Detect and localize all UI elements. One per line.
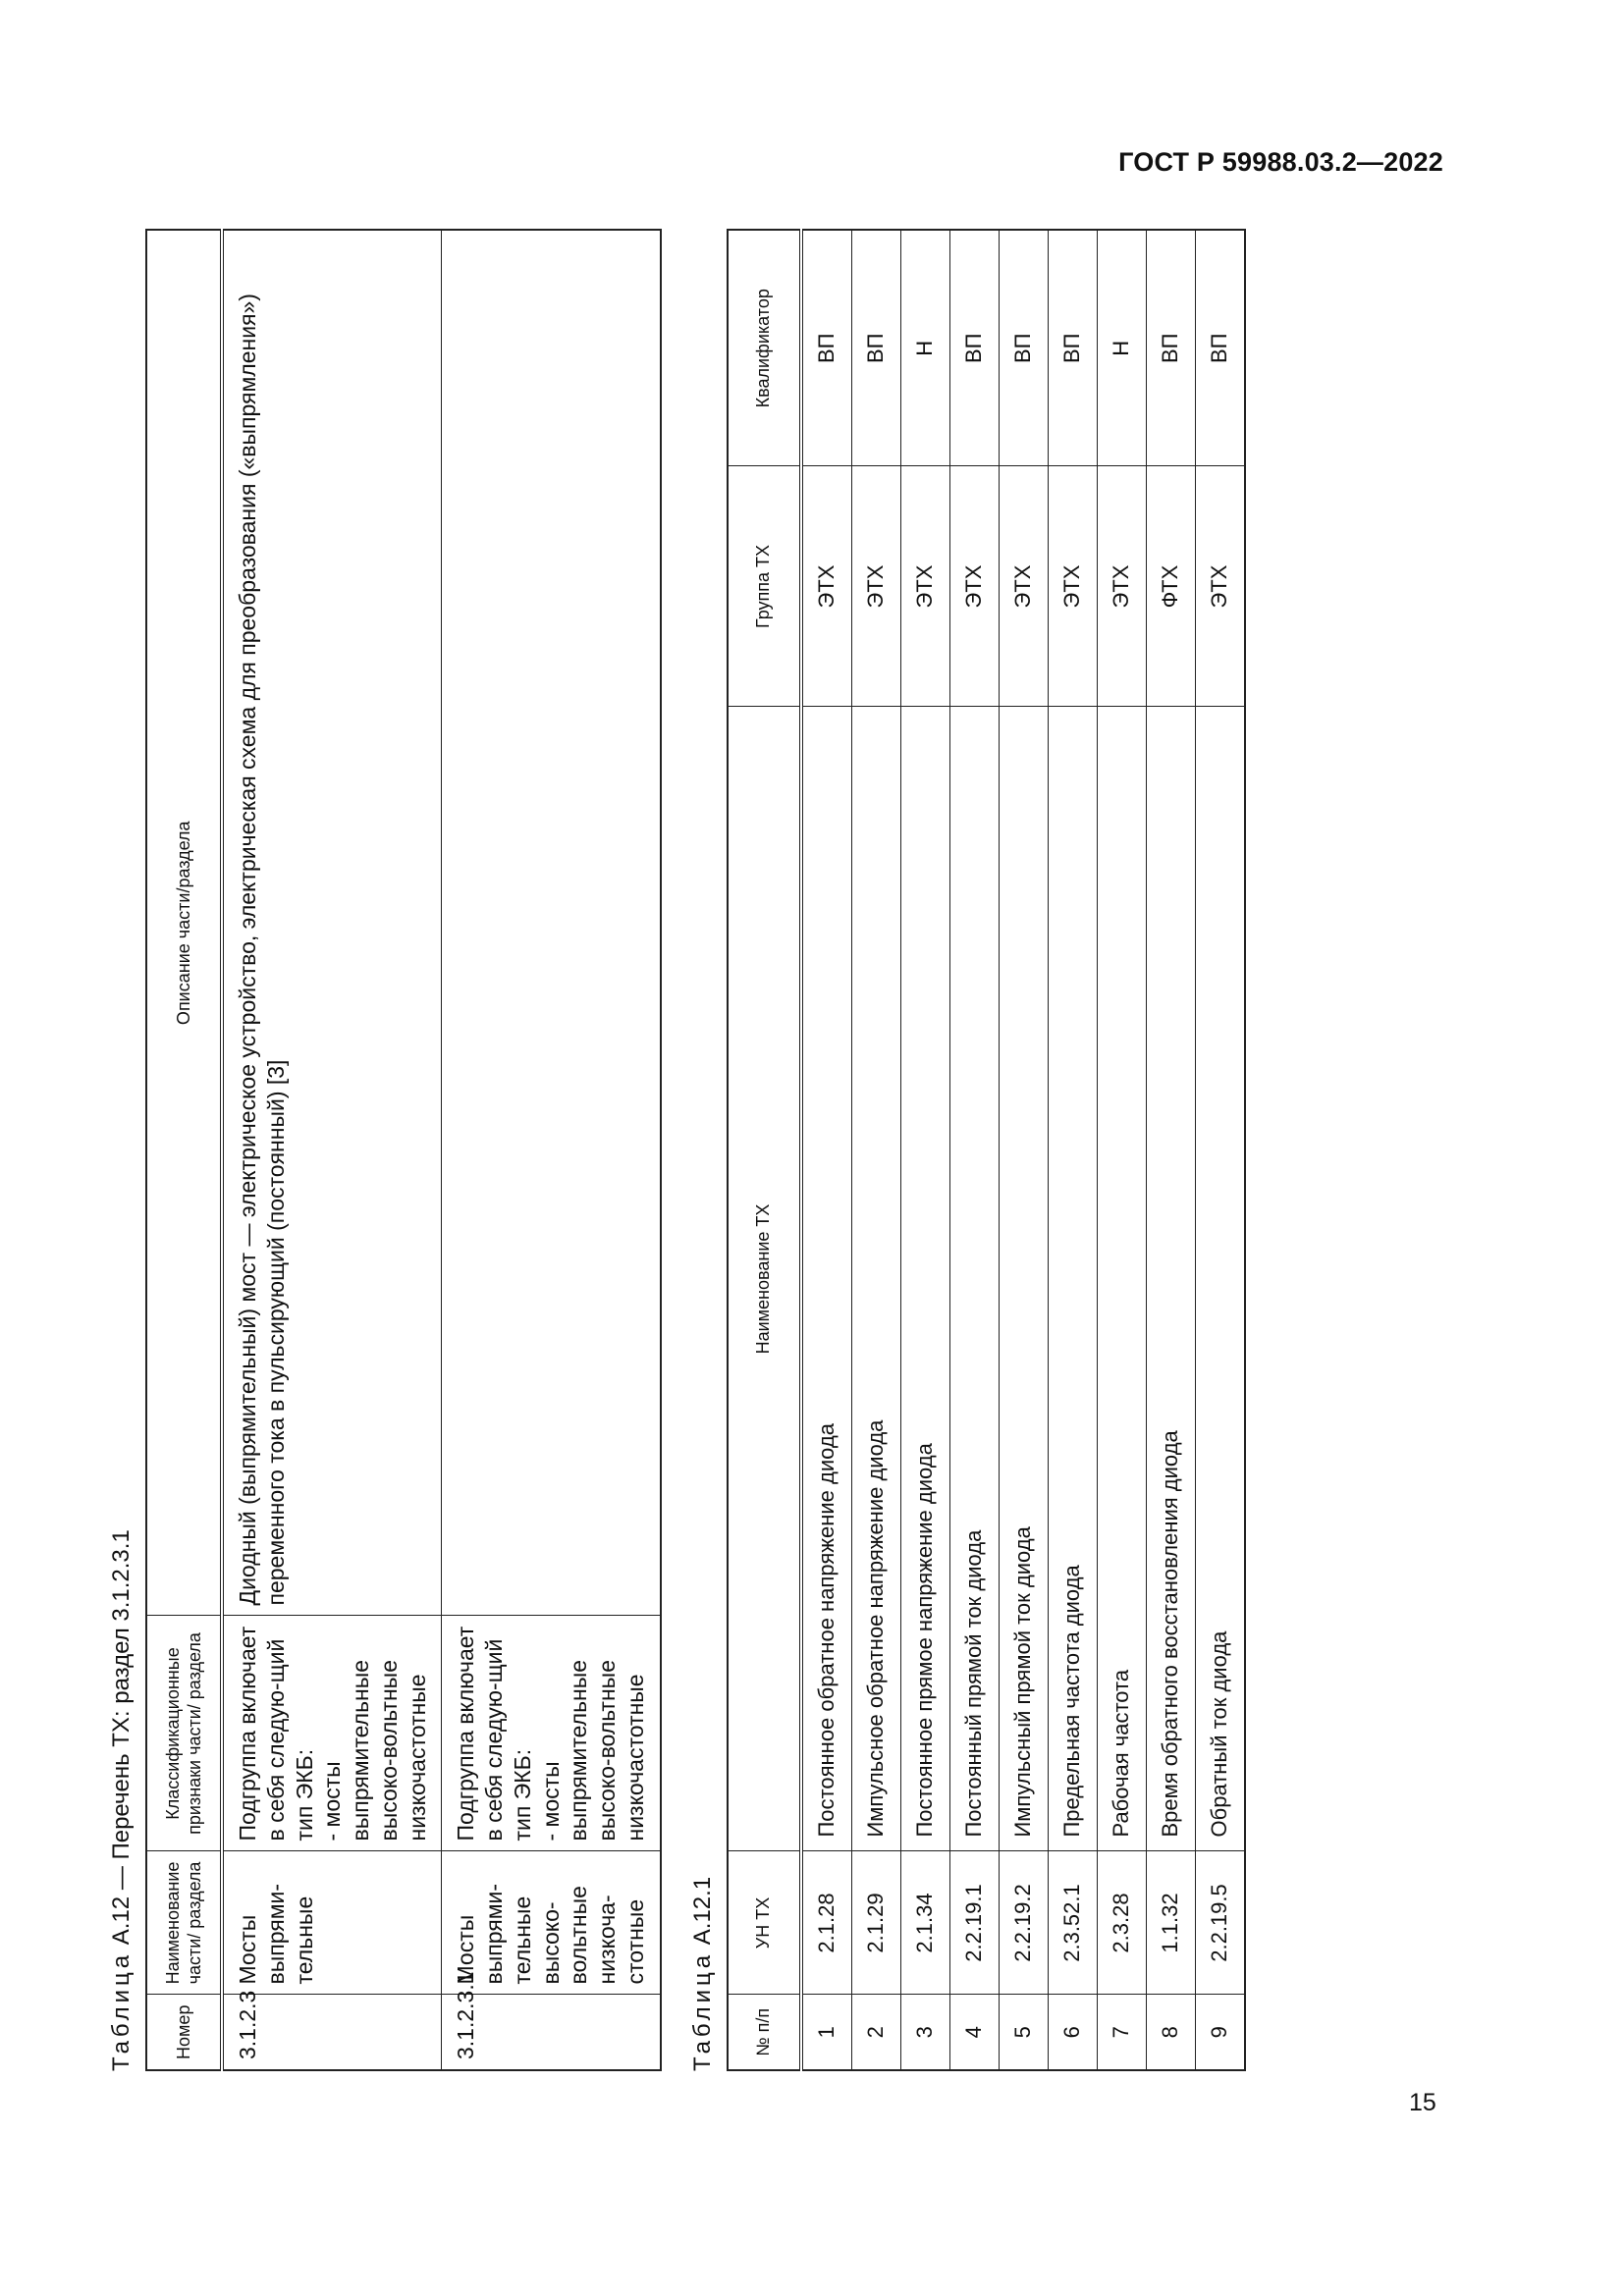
cell-code: 2.2.19.2 <box>999 1851 1048 1995</box>
cell-name: Мосты выпрями-тельные высоко-вольтные низкоча-стотные <box>442 1851 661 1995</box>
cell-index: 1 <box>801 1995 852 2070</box>
cell-group: ЭТХ <box>1097 466 1146 707</box>
cell-index: 3 <box>900 1995 949 2070</box>
cell-qualifier: ВП <box>1146 230 1195 466</box>
cell-code: 2.3.28 <box>1097 1851 1146 1995</box>
page-number: 15 <box>1409 2089 1436 2116</box>
cell-group: ЭТХ <box>1048 466 1097 707</box>
cell-code: 2.1.34 <box>900 1851 949 1995</box>
cell-code: 2.1.28 <box>801 1851 852 1995</box>
cell-name: Мосты выпрями-тельные <box>222 1851 442 1995</box>
column-header-name: Наименование части/ раздела <box>146 1851 222 1995</box>
table-row <box>801 230 852 2070</box>
cell-code: 1.1.32 <box>1146 1851 1195 1995</box>
document-code: ГОСТ Р 59988.03.2—2022 <box>1118 147 1443 177</box>
cell-qualifier: Н <box>1097 230 1146 466</box>
column-header-code: УН ТХ <box>728 1851 801 1995</box>
table-a12-caption <box>108 118 135 2071</box>
table-a12-caption-text: А.12 — Перечень ТХ: раздел 3.1.2.3.1 <box>108 1529 135 1951</box>
cell-features: Подгруппа включает в себя следую-щий тип ЭКБ: - мосты выпрямительные высоко-вольтные низкочастотные <box>222 1616 442 1851</box>
cell-code: 2.2.19.1 <box>949 1851 999 1995</box>
cell-qualifier: ВП <box>1048 230 1097 466</box>
cell-group: ЭТХ <box>900 466 949 707</box>
cell-index: 7 <box>1097 1995 1146 2070</box>
cell-index: 6 <box>1048 1995 1097 2070</box>
table-row <box>851 230 900 2070</box>
cell-group: ЭТХ <box>1195 466 1245 707</box>
cell-code: 2.3.52.1 <box>1048 1851 1097 1995</box>
table-row <box>1097 230 1146 2070</box>
column-header-group: Группа ТХ <box>728 466 801 707</box>
cell-group: ФТХ <box>1146 466 1195 707</box>
cell-number: 3.1.2.3 <box>222 1995 442 2070</box>
cell-description: Диодный (выпрямительный) мост — электрическое устройство, электрическая схема для преобразования («выпрямления») переменного тока в пульсирующий (постоянный) [3] <box>222 230 442 1616</box>
cell-group: ЭТХ <box>999 466 1048 707</box>
cell-index: 8 <box>1146 1995 1195 2070</box>
cell-name: Время обратного восстановления диода <box>1146 707 1195 1851</box>
cell-code: 2.2.19.5 <box>1195 1851 1245 1995</box>
table-a121-caption-prefix: Таблица <box>688 1950 716 2071</box>
table-a121-caption-text: А.12.1 <box>688 1876 716 1951</box>
table-row <box>442 230 661 2070</box>
cell-qualifier: ВП <box>1195 230 1245 466</box>
table-header-row <box>146 230 222 2070</box>
table-row <box>1195 230 1245 2070</box>
cell-number: 3.1.2.3.1 <box>442 1995 661 2070</box>
cell-index: 5 <box>999 1995 1048 2070</box>
rotated-content <box>108 118 1231 2071</box>
cell-index: 2 <box>851 1995 900 2070</box>
cell-name: Предельная частота диода <box>1048 707 1097 1851</box>
cell-features: Подгруппа включает в себя следую-щий тип ЭКБ: - мосты выпрямительные высоко-вольтные низкочастотные <box>442 1616 661 1851</box>
column-header-index: № п/п <box>728 1995 801 2070</box>
table-header-row <box>728 230 801 2070</box>
cell-qualifier: ВП <box>949 230 999 466</box>
table-a12-caption-prefix: Таблица <box>108 1950 135 2071</box>
cell-qualifier: ВП <box>801 230 852 466</box>
cell-name: Импульсный прямой ток диода <box>999 707 1048 1851</box>
cell-name: Рабочая частота <box>1097 707 1146 1851</box>
cell-description <box>442 230 661 1616</box>
cell-name: Обратный ток диода <box>1195 707 1245 1851</box>
table-row <box>999 230 1048 2070</box>
column-header-description: Описание части/раздела <box>146 230 222 1616</box>
column-header-qualifier: Квалификатор <box>728 230 801 466</box>
cell-index: 9 <box>1195 1995 1245 2070</box>
table-row <box>949 230 999 2070</box>
cell-group: ЭТХ <box>949 466 999 707</box>
cell-qualifier: ВП <box>851 230 900 466</box>
cell-index: 4 <box>949 1995 999 2070</box>
cell-name: Постоянный прямой ток диода <box>949 707 999 1851</box>
cell-group: ЭТХ <box>801 466 852 707</box>
column-header-features: Классификационные признаки части/ раздела <box>146 1616 222 1851</box>
cell-qualifier: Н <box>900 230 949 466</box>
table-a121-caption <box>689 118 717 2071</box>
cell-name: Постоянное обратное напряжение диода <box>801 707 852 1851</box>
cell-name: Импульсное обратное напряжение диода <box>851 707 900 1851</box>
table-row <box>1146 230 1195 2070</box>
table-row <box>900 230 949 2070</box>
table-a12 <box>145 229 662 2071</box>
cell-group: ЭТХ <box>851 466 900 707</box>
column-header-name: Наименование ТХ <box>728 707 801 1851</box>
cell-code: 2.1.29 <box>851 1851 900 1995</box>
table-row <box>222 230 442 2070</box>
column-header-number: Номер <box>146 1995 222 2070</box>
cell-qualifier: ВП <box>999 230 1048 466</box>
cell-name: Постоянное прямое напряжение диода <box>900 707 949 1851</box>
table-row <box>1048 230 1097 2070</box>
table-a121 <box>727 229 1246 2071</box>
